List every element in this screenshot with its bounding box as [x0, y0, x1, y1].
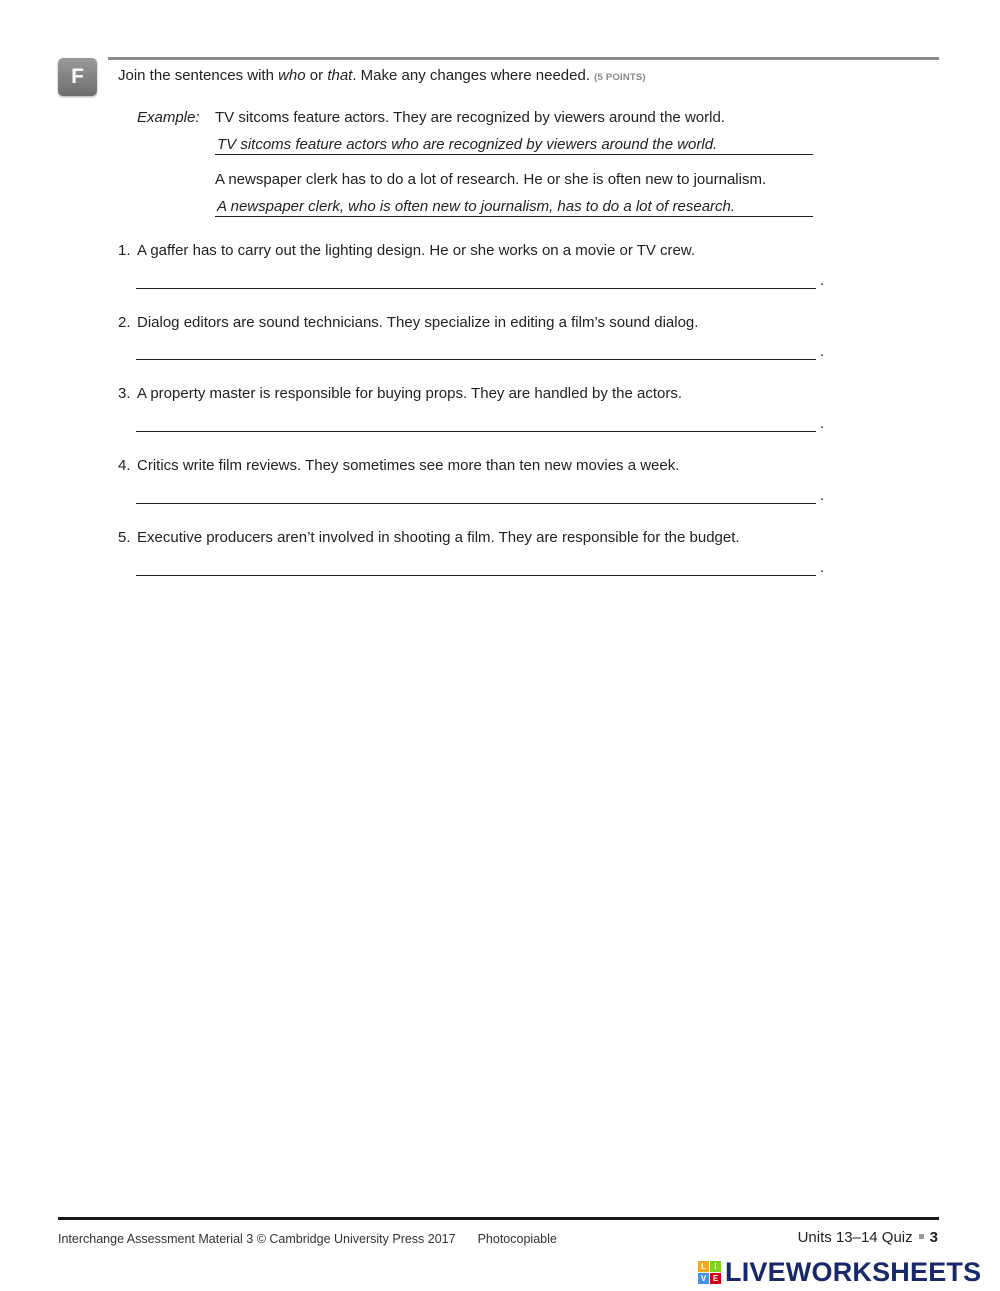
answer-field-4[interactable] — [136, 503, 816, 504]
instructions: Join the sentences with who or that. Make any changes where needed. (5 POINTS) — [118, 67, 646, 84]
liveworksheets-logo-icon — [698, 1261, 721, 1284]
answer-period: . — [820, 487, 825, 504]
example-prompt: A newspaper clerk has to do a lot of research. He or she is often new to journalism. — [215, 171, 767, 188]
section-badge: F — [58, 58, 97, 96]
photocopiable-label: Photocopiable — [477, 1232, 557, 1246]
bottom-rule — [58, 1217, 939, 1220]
answer-period: . — [820, 415, 825, 432]
separator-square — [919, 1234, 924, 1239]
top-rule — [108, 57, 939, 60]
liveworksheets-text: LIVEWORKSHEETS — [725, 1257, 982, 1287]
question-3: 3. A property master is responsible for buying props. They are handled by the actors. — [118, 385, 683, 402]
question-5: 5. Executive producers aren’t involved in shooting a film. They are responsible for the budget. — [118, 529, 740, 546]
logo-letter: I — [710, 1261, 721, 1272]
footer-copyright: Interchange Assessment Material 3 © Cambridge University Press 2017 Photocopiable — [58, 1232, 557, 1246]
footer-quiz-info: Units 13–14 Quiz 3 — [797, 1229, 938, 1246]
question-2: 2. Dialog editors are sound technicians. They specialize in editing a film’s sound dialog. — [118, 314, 699, 331]
page-number: 3 — [929, 1229, 938, 1246]
answer-field-1[interactable] — [136, 288, 816, 289]
answer-period: . — [820, 559, 825, 576]
logo-letter: L — [698, 1261, 709, 1272]
answer-period: . — [820, 343, 825, 360]
question-1: 1. A gaffer has to carry out the lighting design. He or she works on a movie or TV crew. — [118, 242, 696, 259]
example-answer: TV sitcoms feature actors who are recognized by viewers around the world. — [215, 136, 813, 155]
example-answer: A newspaper clerk, who is often new to journalism, has to do a lot of research. — [215, 198, 813, 217]
liveworksheets-watermark — [698, 1257, 981, 1288]
answer-period: . — [820, 272, 825, 289]
answer-field-5[interactable] — [136, 575, 816, 576]
question-4: 4. Critics write film reviews. They sometimes see more than ten new movies a week. — [118, 457, 680, 474]
points-label: (5 POINTS) — [594, 72, 646, 83]
logo-letter: V — [698, 1273, 709, 1284]
example-prompt: TV sitcoms feature actors. They are recognized by viewers around the world. — [215, 109, 725, 126]
logo-letter: E — [710, 1273, 721, 1284]
answer-field-3[interactable] — [136, 431, 816, 432]
example-label: Example: — [137, 109, 200, 126]
answer-field-2[interactable] — [136, 359, 816, 360]
